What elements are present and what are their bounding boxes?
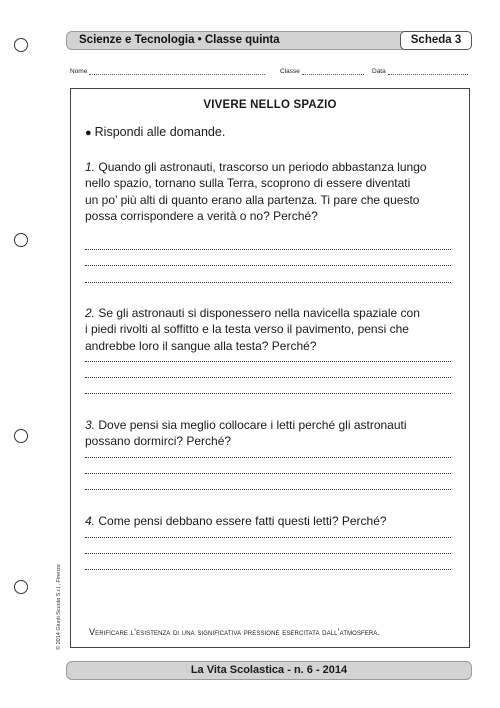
answer-line-2a[interactable] [85, 361, 451, 362]
bullet-icon: ● [85, 127, 92, 139]
question-line: possano dormirci? Perché? [85, 434, 232, 449]
answer-line-4b[interactable] [85, 553, 451, 554]
answer-line-2c[interactable] [85, 393, 451, 394]
question-2 [85, 305, 457, 354]
data-label: Data [372, 68, 386, 75]
header-bar [66, 31, 472, 50]
question-line: 3. Dove pensi sia meglio collocare i letti perché gli astronauti [85, 418, 407, 432]
data-line [388, 68, 468, 75]
data-field [372, 68, 468, 75]
answer-line-1c[interactable] [85, 282, 451, 283]
question-line: i piedi rivolti al soffitto e la testa verso il pavimento, pensi che [85, 322, 409, 337]
question-line: un po’ più alti di quanto erano alla partenza. Ti pare che questo [85, 192, 420, 207]
question-line: 2. Se gli astronauti si disponessero nella navicella spaziale con [85, 306, 420, 320]
binder-hole-lower-middle [14, 429, 28, 443]
question-number: 3. [85, 418, 96, 432]
binder-hole-top [14, 38, 28, 52]
copyright-text: © 2014 Giunti Scuola S.r.l., Firenze [56, 564, 62, 650]
header-title: Scienze e Tecnologia • Classe quinta [79, 34, 280, 46]
question-3 [85, 417, 457, 450]
question-line: andrebbe loro il sangue alla testa? Perché? [85, 338, 317, 353]
worksheet-frame [70, 88, 470, 648]
classe-field [280, 68, 364, 75]
answer-line-2b[interactable] [85, 377, 451, 378]
nome-label: Nome [70, 68, 88, 75]
question-line: nello spazio, tornano sulla Terra, scoprono di essere diventati [85, 176, 411, 191]
classe-label: Classe [280, 68, 300, 75]
instruction [85, 125, 225, 139]
teacher-note: Verificare l’esistenza di una significativa pressione esercitata dall’atmosfera. [89, 627, 381, 637]
answer-line-4a[interactable] [85, 537, 451, 538]
answer-line-3b[interactable] [85, 473, 451, 474]
instruction-text: Rispondi alle domande. [94, 125, 226, 139]
binder-hole-upper-middle [14, 233, 28, 247]
question-line: possa corrispondere a verità o no? Perché? [85, 208, 318, 223]
question-line: 4. Come pensi debbano essere fatti questi letti? Perché? [85, 514, 387, 528]
footer-bar: La Vita Scolastica - n. 6 - 2014 [66, 661, 472, 680]
scheda-label: Scheda 3 [400, 31, 472, 50]
answer-line-4c[interactable] [85, 569, 451, 570]
nome-line [89, 68, 265, 75]
student-info-row [70, 68, 470, 78]
question-1 [85, 159, 457, 224]
question-number: 2. [85, 306, 96, 320]
classe-line [302, 68, 364, 75]
binder-hole-bottom [14, 580, 28, 594]
worksheet-title: VIVERE NELLO SPAZIO [203, 99, 337, 111]
nome-field [70, 68, 265, 75]
answer-line-3c[interactable] [85, 489, 451, 490]
question-number: 1. [85, 160, 96, 174]
answer-line-1a[interactable] [85, 249, 451, 250]
question-number: 4. [85, 514, 96, 528]
answer-line-1b[interactable] [85, 265, 451, 266]
question-line: 1. Quando gli astronauti, trascorso un periodo abbastanza lungo [85, 160, 427, 174]
question-4 [85, 513, 457, 529]
answer-line-3a[interactable] [85, 457, 451, 458]
